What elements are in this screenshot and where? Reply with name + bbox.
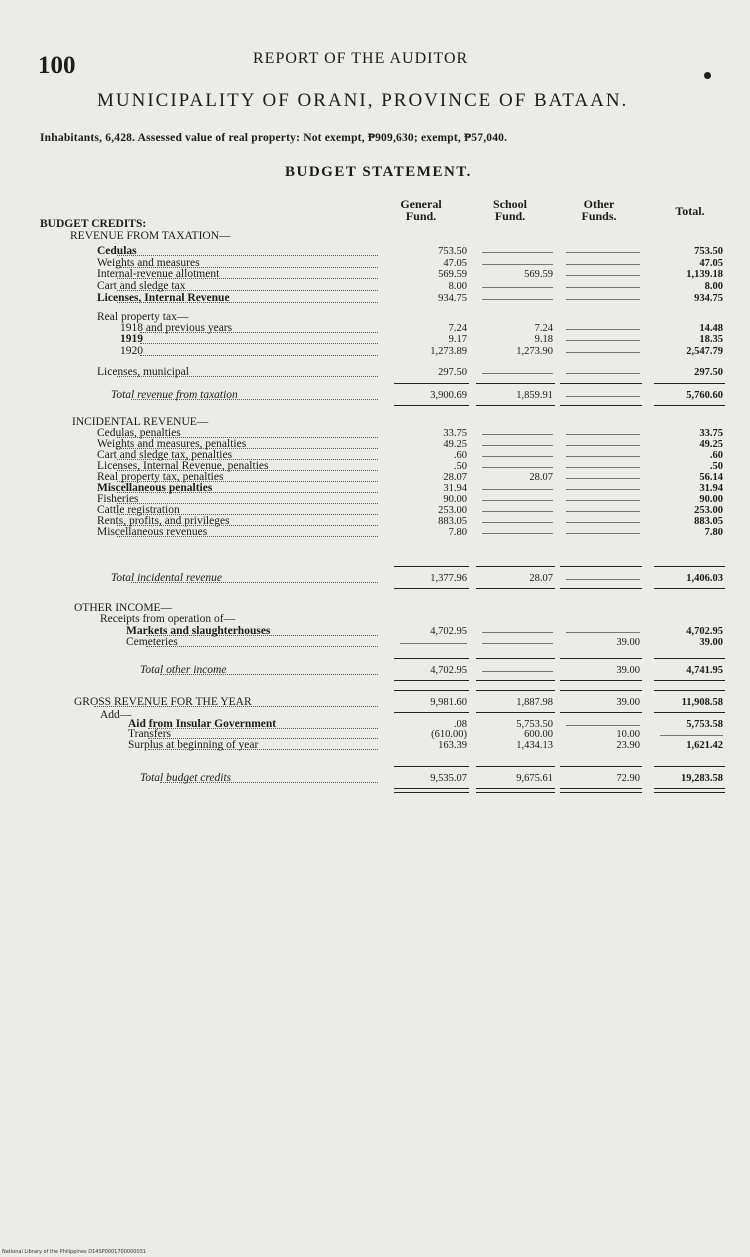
row-label: Transfers [128, 728, 172, 740]
empty-cell-dash [482, 522, 553, 523]
cell-value: 7.24 [448, 323, 467, 334]
subtotal-rule [560, 690, 642, 691]
cell-value: 1,139.18 [686, 269, 723, 280]
cell-value: 90.00 [699, 494, 723, 505]
cell-value: 19,283.58 [681, 773, 723, 784]
cell-value: 883.05 [694, 516, 723, 527]
empty-cell-dash [566, 329, 640, 330]
cell-value: (610.00) [431, 729, 467, 740]
empty-cell-dash [566, 489, 640, 490]
total-rule [394, 712, 469, 713]
page-number: 100 [38, 52, 76, 79]
subtotal-rule [476, 690, 555, 691]
cell-value: 883.05 [438, 516, 467, 527]
empty-cell-dash [566, 500, 640, 501]
cell-value: 3,900.69 [430, 390, 467, 401]
empty-cell-dash [566, 533, 640, 534]
subtotal-rule [654, 658, 725, 659]
empty-cell-dash [566, 287, 640, 288]
dot-leader [148, 728, 378, 729]
cell-value: 7.80 [704, 527, 723, 538]
cell-value: 7.24 [534, 323, 553, 334]
cell-value: 31.94 [699, 483, 723, 494]
column-header-school: School Fund. [492, 197, 527, 223]
subtotal-rule [394, 383, 469, 384]
cell-value: 9.17 [448, 334, 467, 345]
row-label: Real property tax, penalties [97, 471, 224, 483]
dot-leader [117, 492, 378, 493]
row-label: Weights and measures, penalties [97, 438, 247, 450]
cell-value: 569.59 [438, 269, 467, 280]
cell-value: 33.75 [443, 428, 467, 439]
column-header-general: General Fund. [400, 197, 442, 223]
cell-value: 9,675.61 [516, 773, 553, 784]
section-title: BUDGET STATEMENT. [285, 164, 472, 180]
empty-cell-dash [660, 735, 723, 736]
empty-cell-dash [482, 500, 553, 501]
row-label: Markets and slaughterhouses [126, 625, 271, 637]
row-label: Cart and sledge tax [97, 280, 186, 292]
cell-value: 569.59 [524, 269, 553, 280]
empty-cell-dash [482, 456, 553, 457]
cell-value: .50 [709, 461, 723, 472]
row-label: Licenses, Internal Revenue, penalties [97, 460, 269, 472]
row-label: Licenses, Internal Revenue [97, 292, 230, 304]
inhabitants-line: Inhabitants, 6,428. Assessed value of real property: Not exempt, ₱909,630; exempt, ₱57,040. [40, 132, 508, 144]
total-rule [394, 788, 469, 793]
row-label: Internal-revenue allotment [97, 268, 220, 280]
row-label: Cemeteries [126, 636, 178, 648]
empty-cell-dash [566, 299, 640, 300]
subtotal-rule [476, 566, 555, 567]
cell-value: 11,908.58 [681, 697, 723, 708]
cell-value: 1,273.89 [430, 346, 467, 357]
cell-value: 39.00 [616, 665, 640, 676]
empty-cell-dash [566, 434, 640, 435]
cell-value: .08 [453, 719, 467, 730]
cell-value: 253.00 [438, 505, 467, 516]
cell-value: 9,981.60 [430, 697, 467, 708]
empty-cell-dash [566, 340, 640, 341]
total-rule [394, 405, 469, 406]
cell-value: 934.75 [694, 293, 723, 304]
row-label: Cattle registration [97, 504, 180, 516]
cell-value: 2,547.79 [686, 346, 723, 357]
row-label: Fisheries [97, 493, 139, 505]
empty-cell-dash [482, 373, 553, 374]
cell-value: 4,741.95 [686, 665, 723, 676]
subtotal-rule [654, 383, 725, 384]
total-rule [654, 680, 725, 681]
column-header-total: Total. [675, 204, 705, 218]
subtotal-rule [476, 383, 555, 384]
cell-value: 1,434.13 [516, 740, 553, 751]
dot-leader [140, 332, 378, 333]
row-label: Receipts from operation of— [100, 613, 236, 625]
empty-cell-dash [566, 445, 640, 446]
dot-leader [117, 290, 378, 291]
cell-value: 39.00 [616, 637, 640, 648]
empty-cell-dash [566, 511, 640, 512]
cell-value: 28.07 [529, 573, 553, 584]
cell-value: 9.18 [534, 334, 553, 345]
subtotal-rule [654, 690, 725, 691]
column-header-other: Other Funds. [581, 197, 617, 223]
empty-cell-dash [482, 264, 553, 265]
cell-value: 753.50 [438, 246, 467, 257]
empty-cell-dash [482, 533, 553, 534]
cell-value: 56.14 [699, 472, 723, 483]
ink-spot [704, 72, 711, 79]
cell-value: 1,377.96 [430, 573, 467, 584]
dot-leader [131, 399, 378, 400]
empty-cell-dash [566, 456, 640, 457]
row-label: Rents, profits, and privileges [97, 515, 230, 527]
cell-value: 163.39 [438, 740, 467, 751]
row-label: BUDGET CREDITS: [40, 218, 147, 230]
cell-value: 28.07 [529, 472, 553, 483]
total-rule [476, 712, 555, 713]
municipality-title: MUNICIPALITY OF ORANI, PROVINCE OF BATAAN. [97, 90, 629, 111]
cell-value: 253.00 [694, 505, 723, 516]
row-label: REVENUE FROM TAXATION— [70, 230, 231, 242]
dot-leader [160, 674, 378, 675]
cell-value: 600.00 [524, 729, 553, 740]
subtotal-rule [394, 658, 469, 659]
cell-value: 39.00 [699, 637, 723, 648]
cell-value: 1,859.91 [516, 390, 553, 401]
total-rule [476, 788, 555, 793]
row-label: Licenses, municipal [97, 366, 189, 378]
empty-cell-dash [566, 467, 640, 468]
row-label: Cedulas, penalties [97, 427, 181, 439]
dot-leader [131, 582, 378, 583]
empty-cell-dash [482, 489, 553, 490]
row-label: 1920 [120, 345, 143, 357]
subtotal-rule [394, 690, 469, 691]
empty-cell-dash [566, 373, 640, 374]
dot-leader [140, 343, 378, 344]
cell-value: 5,753.58 [686, 719, 723, 730]
cell-value: 8.00 [448, 281, 467, 292]
row-label: GROSS REVENUE FOR THE YEAR [74, 696, 252, 708]
row-label: Total incidental revenue [111, 572, 222, 584]
cell-value: 5,760.60 [686, 390, 723, 401]
empty-cell-dash [566, 632, 640, 633]
cell-value: 72.90 [616, 773, 640, 784]
cell-value: 934.75 [438, 293, 467, 304]
total-rule [654, 788, 725, 793]
cell-value: 47.05 [699, 258, 723, 269]
empty-cell-dash [566, 252, 640, 253]
total-rule [476, 588, 555, 589]
cell-value: 10.00 [616, 729, 640, 740]
cell-value: 9,535.07 [430, 773, 467, 784]
total-rule [476, 405, 555, 406]
row-label: Add— [100, 709, 132, 721]
total-rule [394, 680, 469, 681]
footer-credit: National Library of the Philippines D14SP0001700000031 [2, 1249, 146, 1255]
subtotal-rule [394, 766, 469, 767]
subtotal-rule [560, 766, 642, 767]
dot-leader [146, 635, 378, 636]
cell-value: 1,887.98 [516, 697, 553, 708]
cell-value: 14.48 [699, 323, 723, 334]
total-rule [560, 405, 642, 406]
cell-value: 90.00 [443, 494, 467, 505]
row-label: INCIDENTAL REVENUE— [72, 416, 209, 428]
empty-cell-dash [566, 579, 640, 580]
row-label: Total other income [140, 664, 227, 676]
row-label: Total budget credits [140, 772, 232, 784]
empty-cell-dash [566, 352, 640, 353]
cell-value: 31.94 [443, 483, 467, 494]
cell-value: 1,406.03 [686, 573, 723, 584]
dot-leader [117, 255, 378, 256]
cell-value: 23.90 [616, 740, 640, 751]
row-label: Aid from Insular Government [128, 718, 277, 730]
subtotal-rule [560, 658, 642, 659]
empty-cell-dash [566, 396, 640, 397]
row-label: Surplus at beginning of year [128, 739, 259, 751]
total-rule [560, 680, 642, 681]
cell-value: 1,273.90 [516, 346, 553, 357]
dot-leader [117, 536, 378, 537]
empty-cell-dash [566, 725, 640, 726]
empty-cell-dash [566, 275, 640, 276]
cell-value: 33.75 [699, 428, 723, 439]
dot-leader [148, 749, 378, 750]
dot-leader [140, 355, 378, 356]
subtotal-rule [560, 383, 642, 384]
cell-value: 297.50 [694, 367, 723, 378]
empty-cell-dash [482, 434, 553, 435]
cell-value: 18.35 [699, 334, 723, 345]
row-label: 1919 [120, 333, 143, 345]
cell-value: 47.05 [443, 258, 467, 269]
cell-value: 1,621.42 [686, 740, 723, 751]
empty-cell-dash [566, 264, 640, 265]
empty-cell-dash [482, 252, 553, 253]
subtotal-rule [476, 658, 555, 659]
empty-cell-dash [482, 299, 553, 300]
total-rule [654, 588, 725, 589]
cell-value: 4,702.95 [430, 626, 467, 637]
total-rule [476, 680, 555, 681]
cell-value: .60 [709, 450, 723, 461]
cell-value: 5,753.50 [516, 719, 553, 730]
cell-value: 39.00 [616, 697, 640, 708]
row-label: Miscellaneous revenues [97, 526, 208, 538]
subtotal-rule [654, 566, 725, 567]
total-rule [560, 712, 642, 713]
cell-value: 4,702.95 [430, 665, 467, 676]
subtotal-rule [394, 566, 469, 567]
dot-leader [117, 376, 378, 377]
row-label: Real property tax— [97, 311, 189, 323]
total-rule [654, 405, 725, 406]
row-label: OTHER INCOME— [74, 602, 173, 614]
cell-value: 49.25 [443, 439, 467, 450]
empty-cell-dash [482, 445, 553, 446]
empty-cell-dash [482, 511, 553, 512]
subtotal-rule [476, 766, 555, 767]
empty-cell-dash [482, 287, 553, 288]
empty-cell-dash [482, 632, 553, 633]
subtotal-rule [560, 566, 642, 567]
empty-cell-dash [566, 478, 640, 479]
cell-value: 8.00 [704, 281, 723, 292]
empty-cell-dash [482, 643, 553, 644]
empty-cell-dash [566, 522, 640, 523]
dot-leader [146, 646, 378, 647]
row-label: Miscellaneous penalties [97, 482, 213, 494]
row-label: Weights and measures [97, 257, 200, 269]
dot-leader [160, 782, 378, 783]
cell-value: 753.50 [694, 246, 723, 257]
dot-leader [117, 278, 378, 279]
cell-value: 49.25 [699, 439, 723, 450]
cell-value: 28.07 [443, 472, 467, 483]
dot-leader [94, 706, 378, 707]
total-rule [560, 588, 642, 589]
empty-cell-dash [482, 467, 553, 468]
total-rule [394, 588, 469, 589]
empty-cell-dash [400, 643, 467, 644]
total-rule [560, 788, 642, 793]
cell-value: .50 [453, 461, 467, 472]
row-label: Total revenue from taxation [111, 389, 238, 401]
row-label: Cart and sledge tax, penalties [97, 449, 233, 461]
dot-leader [117, 302, 378, 303]
row-label: Cedulas [97, 245, 137, 257]
cell-value: 4,702.95 [686, 626, 723, 637]
subtotal-rule [654, 766, 725, 767]
row-label: 1918 and previous years [120, 322, 233, 334]
cell-value: .60 [453, 450, 467, 461]
running-title: REPORT OF THE AUDITOR [253, 50, 469, 67]
cell-value: 297.50 [438, 367, 467, 378]
empty-cell-dash [482, 671, 553, 672]
cell-value: 7.80 [448, 527, 467, 538]
total-rule [654, 712, 725, 713]
